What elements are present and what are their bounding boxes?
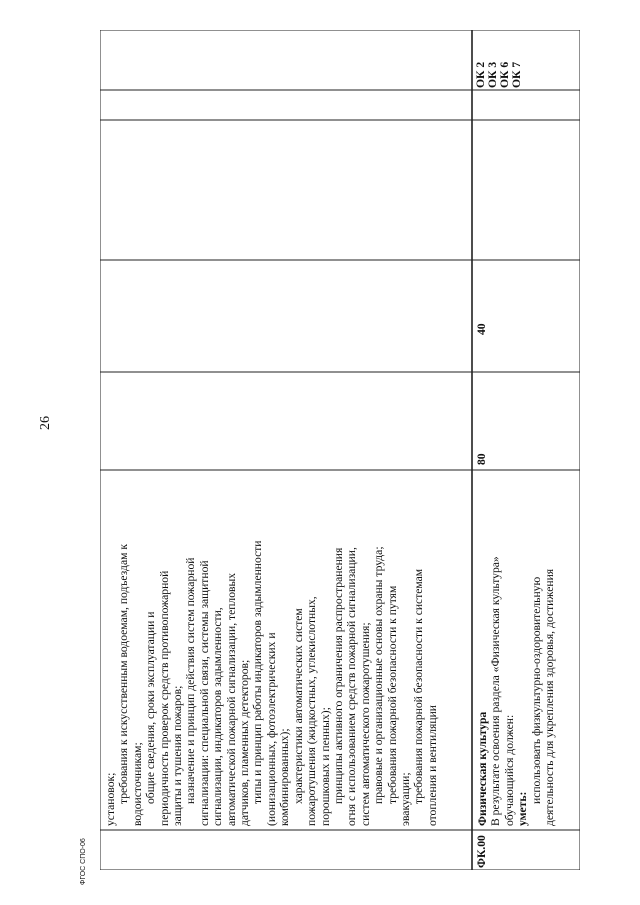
text-line: правовые и организационные основы охраны труда; — [372, 546, 386, 804]
competence-code: ОК 2 — [474, 61, 487, 88]
text-line: защиты и тушения пожаров; — [171, 685, 185, 826]
text-line: автоматической пожарной сигнализации, тепловых — [224, 572, 238, 826]
text-line: требования пожарной безопасности к путям — [385, 585, 399, 804]
text-line: пожаротушения (жидкостных, углекислотных, — [305, 596, 319, 826]
index-code: ФК.00 — [475, 835, 488, 868]
competence-code: ОК 3 — [486, 61, 499, 88]
text-line: отопления и вентиляции — [425, 705, 439, 826]
text-line: использовать физкультурно-оздоровительную — [529, 576, 543, 804]
competence-code: ОК 6 — [498, 61, 511, 88]
table-row — [472, 30, 580, 870]
text-line: водоисточникам; — [130, 742, 144, 826]
text-line: обучающийся должен: — [502, 714, 516, 826]
competence-code: ОК 7 — [510, 61, 523, 88]
text-line: назначение и принцип действия систем пожарной — [184, 557, 198, 804]
text-line: порошковых и пенных); — [318, 707, 332, 826]
text-line: сигнализации, индикаторов задымленности, — [211, 607, 225, 826]
text-line: установок; — [104, 772, 117, 826]
text-line: (ионизационных, фотоэлектрических и — [264, 632, 278, 826]
text-line: сигнализации: специальной связи, системы защитной — [197, 560, 211, 826]
text-line: эвакуации; — [398, 772, 412, 826]
discipline-description-text — [489, 474, 556, 826]
text-line: типы и принцип работы индикаторов задымленности — [251, 540, 265, 804]
text-line: принципы активного ограничения распространения — [331, 547, 345, 804]
text-line: требования пожарной безопасности к системам — [412, 568, 426, 804]
text-line: характеристики автоматических систем — [291, 608, 305, 804]
text-line: деятельность для укрепления здоровья, достижения — [543, 568, 557, 826]
text-line: комбинированных); — [278, 728, 292, 826]
text-line: систем автоматического пожаротушения; — [358, 622, 372, 826]
document-footer: ФГОС СПО-06 — [80, 838, 87, 885]
text-line: требования к искусственным водоемам, подъездам к — [117, 544, 131, 804]
page-number: 26 — [38, 416, 53, 430]
max-hours: 80 — [475, 453, 488, 465]
discipline-description — [476, 474, 556, 826]
text-line: общие сведения, сроки эксплуатации и — [144, 611, 158, 804]
discipline-title: Физическая культура — [476, 711, 489, 826]
text-line: уметь: — [516, 791, 530, 826]
competence-knowledge-text — [104, 474, 439, 826]
text-line: огня с использованием средств пожарной сигнализации, — [345, 547, 359, 826]
text-line: В результате освоения раздела «Физическая культура» — [489, 556, 503, 826]
text-line: периодичность проверок средств противопожарной — [157, 570, 171, 826]
competences-list — [475, 32, 523, 88]
hours: 40 — [475, 323, 488, 335]
text-line: датчиков, пламенных детекторов; — [238, 659, 252, 826]
rotated-page — [100, 30, 580, 870]
